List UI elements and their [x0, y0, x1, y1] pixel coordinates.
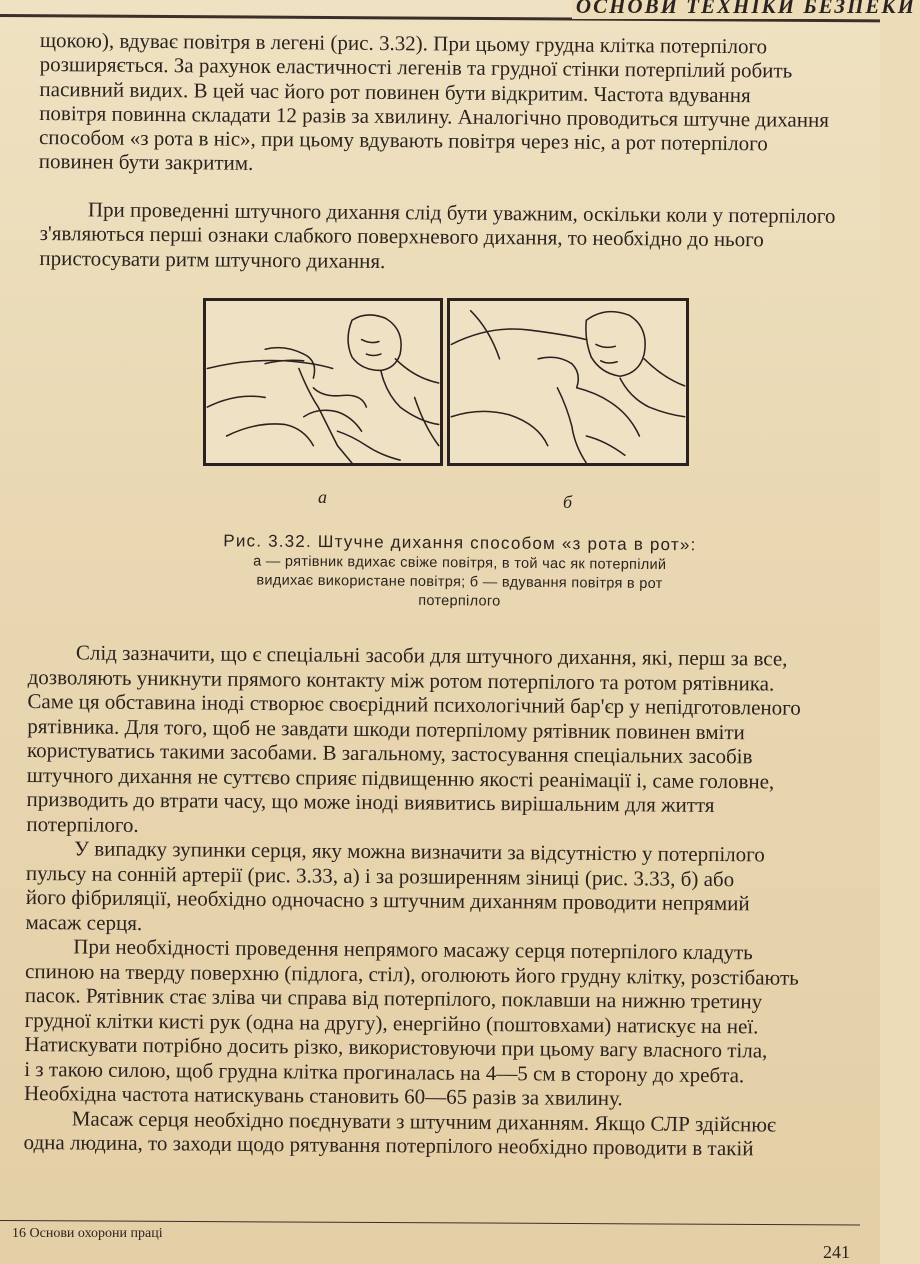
text-line: рятівника. Для того, щоб не завдати шкоди потерпілому рятівник повинен вміти [27, 713, 745, 744]
text-line: призводить до втрати часу, що може іноді виявитись вирішальним для життя [26, 786, 715, 817]
text-line: Слід зазначити, що є спеціальні засоби для штучного дихання, які, перш за все, [75, 640, 788, 671]
figure-label-a: а [318, 487, 327, 507]
text-line: дозволяють уникнути прямого контакту між ротом потерпілого та ротом рятівника. [27, 664, 775, 696]
page-number: 241 [823, 1242, 850, 1262]
caption-title: Рис. 3.32. Штучне дихання способом «з рота в рот»: [223, 531, 697, 555]
caption-line: а — рятівник вдихає свіже повітря, в той час як потерпілий [253, 553, 667, 574]
text-line: масаж серця. [25, 909, 143, 935]
footer-rule [0, 1220, 860, 1226]
text-line: Необхідна частота натискувань становить 60—65 разів за хвилину. [23, 1080, 623, 1111]
paragraph-attention [39, 197, 880, 277]
text-line: його фібриляції, необхідно одночасно з штучним диханням проводити непрямий [25, 884, 750, 916]
text-line: розширяється. За рахунок еластичності легенів та грудної стінки потерпілий робить [39, 52, 793, 83]
text-line: повинен бути закритим. [38, 149, 254, 176]
text-line: грудної клітки кисті рук (одна на другу), енергійно (поштовхами) натискує на неї. [24, 1007, 759, 1038]
text-line: з'являються перші ознаки слабкого поверхневого дихання, то необхідно до нього [39, 221, 764, 252]
header-title: ОСНОВИ ТЕХНІКИ БЕЗПЕКИ [572, 0, 920, 19]
text-line: При проведенні штучного дихання слід бути уважним, оскільки коли у потерпілого [87, 197, 836, 228]
figure-caption [199, 530, 720, 614]
text-line: пристосувати ритм штучного дихання. [39, 245, 386, 273]
text-line: потерпілого. [26, 811, 139, 837]
running-header [0, 0, 916, 20]
page-footer [0, 1220, 880, 1264]
caption-line: видихає використане повітря; б — вдування повітря в рот [256, 572, 663, 593]
rescuer-blowing-air-illustration [450, 301, 686, 463]
main-text-block [24, 640, 880, 1162]
text-line: спиною на тверду поверхню (підлога, стіл), оголюють його грудну клітку, розстібають [25, 958, 799, 990]
text-line: штучного дихання не суттєво сприяє підвищенню якості реанімації і, саме головне, [26, 762, 775, 794]
text-line: способом «з рота в ніс», при цьому вдувають повітря через ніс, а рот потерпілого [38, 125, 768, 156]
text-line: При необхідності проведення непрямого масажу серця потерпілого кладуть [73, 934, 753, 965]
text-line: і з такою силою, щоб грудна клітка прогиналась на 4—5 см в сторону до хребта. [24, 1056, 745, 1087]
text-line: Натискувати потрібно досить різко, використовуючи при цьому вагу власного тіла, [24, 1031, 768, 1063]
figure-label-b: б [563, 492, 573, 512]
text-line: пасивний видих. В цей час його рот повинен бути відкритим. Частота вдування [39, 76, 751, 107]
figure-panel-a [203, 298, 443, 466]
text-line: одна людина, то заходи щодо рятування потерпілого необхідно проводити в такій [23, 1129, 754, 1161]
text-line: У випадку зупинки серця, яку можна визначити за відсутністю у потерпілого [74, 836, 765, 867]
text-line: Масаж серця необхідно поєднувати з штучним диханням. Якщо СЛР здійснює [71, 1105, 777, 1137]
figure-3-32 [203, 298, 689, 470]
signature-mark: 16 Основи охорони праці [12, 1226, 163, 1241]
text-line: Саме ця обставина іноді створює своєрідний психологічний бар'єр у непідготовленого [27, 688, 801, 720]
caption-line: потерпілого [418, 592, 501, 610]
text-line: пульсу на сонній артерії (рис. 3.33, а) і за розширенням зіниці (рис. 3.33, б) або [25, 860, 735, 891]
text-line: щокою), вдуває повітря в легені (рис. 3.32). При цьому грудна клітка потерпілого [39, 28, 768, 59]
figure-panel-b [447, 298, 689, 466]
text-line: повітря повинна складати 12 разів за хвилину. Аналогічно проводиться штучне дихання [39, 100, 830, 132]
text-line: пасок. Рятівник стає зліва чи справа від потерпілого, поклавши на нижню третину [24, 982, 763, 1014]
paragraph-continued [39, 28, 880, 181]
rescuer-inhaling-illustration [206, 301, 440, 463]
text-line: користуватись такими засобами. В загальному, застосування спеціальних засобів [26, 737, 753, 769]
